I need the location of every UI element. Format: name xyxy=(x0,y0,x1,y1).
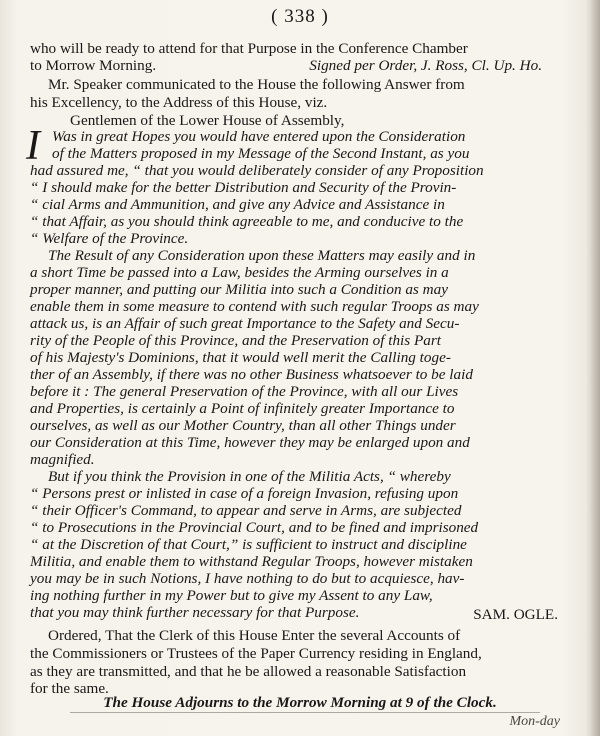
message-line: attack us, is an Affair of such great Importance to the Safety and Secu- xyxy=(30,315,460,332)
text-line: to Morrow Morning. xyxy=(30,57,157,74)
message-line: of his Majesty's Dominions, that it would well merit the Calling toge- xyxy=(30,349,451,366)
message-line: enable them in some measure to contend with such regular Troops as may xyxy=(30,298,479,315)
catchword: Mon-day xyxy=(509,714,560,729)
message-line: Was in great Hopes you would have entered upon the Consideration xyxy=(52,128,466,145)
ordered-line: Ordered, That the Clerk of this House Enter the several Accounts of xyxy=(48,627,461,644)
message-line: Militia, and enable them to withstand Regular Troops, however mistaken xyxy=(30,553,473,570)
closing-rule xyxy=(70,712,540,713)
message-line: “ their Officer's Command, to appear and serve in Arms, are subjected xyxy=(30,502,462,519)
message-line: The Result of any Consideration upon these Matters may easily and in xyxy=(48,247,476,264)
ordered-line: as they are transmitted, and that he be allowed a reasonable Satisfaction xyxy=(30,663,467,680)
message-line: before it : The general Preservation of the Province, with all our Lives xyxy=(30,383,459,400)
message-line: But if you think the Provision in one of the Militia Acts, “ whereby xyxy=(48,468,451,485)
message-line: that you may think further necessary for that Purpose. xyxy=(30,604,360,621)
signature: SAM. OGLE. xyxy=(473,606,558,623)
page-number: ( 338 ) xyxy=(271,6,329,27)
message-line: “ to Prosecutions in the Provincial Court, and to be fined and imprisoned xyxy=(30,519,479,536)
adjournment-line: The House Adjourns to the Morrow Morning at 9 of the Clock. xyxy=(103,694,497,711)
message-line: had assured me, “ that you would deliberately consider of any Proposition xyxy=(30,162,484,179)
message-line: ing nothing further in my Power but to give my Assent to any Law, xyxy=(30,587,433,604)
message-line: you may be in such Notions, I have nothing to do but to acquiesce, hav- xyxy=(30,570,465,587)
ordered-line: for the same. xyxy=(30,680,109,697)
salutation: Gentlemen of the Lower House of Assembly, xyxy=(70,112,345,129)
message-line: “ Persons prest or inlisted in case of a foreign Invasion, refusing upon xyxy=(30,485,459,502)
message-line: of the Matters proposed in my Message of the Second Instant, as you xyxy=(52,145,470,162)
message-line: magnified. xyxy=(30,451,95,468)
message-line: “ that Affair, as you should think agreeable to me, and conducive to the xyxy=(30,213,464,230)
message-line: rity of the People of this Province, and the Preservation of this Part xyxy=(30,332,441,349)
text-line: Mr. Speaker communicated to the House the following Answer from xyxy=(48,76,465,93)
message-line: ther of an Assembly, if there was no other Business whatsoever to be laid xyxy=(30,366,473,383)
text-line: who will be ready to attend for that Purpose in the Conference Chamber xyxy=(30,40,468,57)
message-line: “ cial Arms and Ammunition, and give any Advice and Assistance in xyxy=(30,196,445,213)
signed-order-line: Signed per Order, J. Ross, Cl. Up. Ho. xyxy=(309,57,542,74)
message-line: and Properties, is certainly a Point of infinitely greater Importance to xyxy=(30,400,455,417)
ordered-line: the Commissioners or Trustees of the Paper Currency residing in England, xyxy=(30,645,482,662)
message-line: a short Time be passed into a Law, besides the Arming ourselves in a xyxy=(30,264,449,281)
message-line: proper manner, and putting our Militia into such a Condition as may xyxy=(30,281,448,298)
message-line: ourselves, as well as our Mother Country, than all other Things under xyxy=(30,417,456,434)
message-line: “ I should make for the better Distribution and Security of the Provin- xyxy=(30,179,457,196)
drop-cap: I xyxy=(26,123,40,169)
message-line: our Consideration at this Time, however they may be enlarged upon and xyxy=(30,434,470,451)
message-line: “ Welfare of the Province. xyxy=(30,230,189,247)
page-edge-shadow xyxy=(586,0,600,736)
text-line: his Excellency, to the Address of this House, viz. xyxy=(30,94,328,111)
message-line: “ at the Discretion of that Court,” is sufficient to instruct and discipline xyxy=(30,536,467,553)
